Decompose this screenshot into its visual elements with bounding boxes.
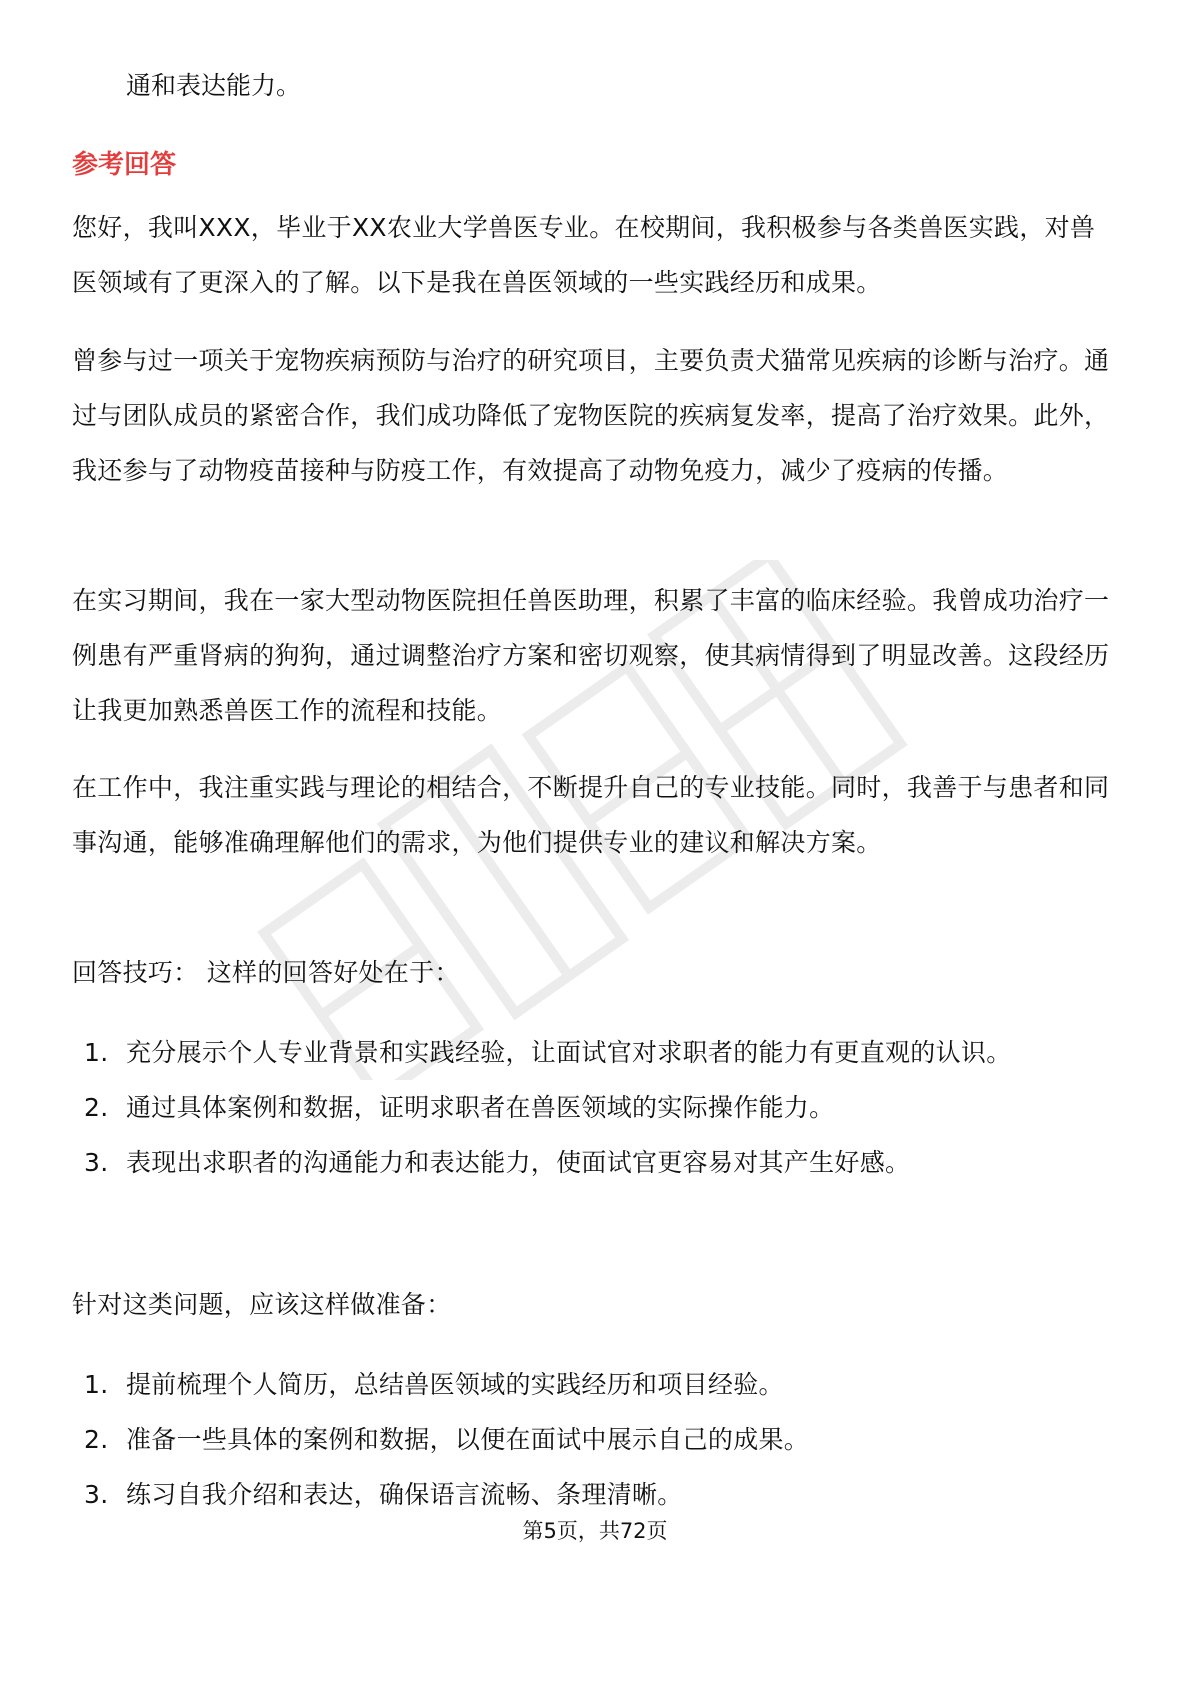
answer-paragraph-intro: 您好，我叫XXX，毕业于XX农业大学兽医专业。在校期间，我积极参与各类兽医实践，对兽医领域有了更深入的了解。以下是我在兽医领域的一些实践经历和成果。 <box>72 213 1096 297</box>
list-number: 1. <box>84 1038 109 1067</box>
tips-list <box>72 1025 1112 1190</box>
list-item <box>72 1025 1112 1080</box>
list-item-text: 练习自我介绍和表达，确保语言流畅、条理清晰。 <box>126 1480 683 1509</box>
list-number: 3. <box>84 1480 109 1509</box>
list-item-text: 准备一些具体的案例和数据，以便在面试中展示自己的成果。 <box>126 1425 810 1454</box>
list-number: 2. <box>84 1093 109 1122</box>
list-number: 3. <box>84 1148 109 1177</box>
list-item <box>72 1135 1112 1190</box>
list-item <box>72 1412 1112 1467</box>
preparation-list <box>72 1357 1112 1522</box>
list-item-text: 提前梳理个人简历，总结兽医领域的实践经历和项目经验。 <box>126 1370 784 1399</box>
list-item-text: 表现出求职者的沟通能力和表达能力，使面试官更容易对其产生好感。 <box>126 1148 911 1177</box>
preparation-intro: 针对这类问题，应该这样做准备： <box>72 1290 452 1319</box>
list-item <box>72 1080 1112 1135</box>
list-item <box>72 1467 1112 1522</box>
tips-intro: 回答技巧： 这样的回答好处在于： <box>72 958 460 987</box>
section-heading: 参考回答 <box>72 150 177 180</box>
list-item <box>72 1357 1112 1412</box>
answer-paragraph-research: 曾参与过一项关于宠物疾病预防与治疗的研究项目，主要负责犬猫常见疾病的诊断与治疗。通过与团队成员的紧密合作，我们成功降低了宠物医院的疾病复发率，提高了治疗效果。此外，我还参与了动物疫苗接种与防疫工作，有效提高了动物免疫力，减少了疫病的传播。 <box>72 346 1110 485</box>
continuation-text: 通和表达能力。 <box>126 71 302 100</box>
list-number: 1. <box>84 1370 109 1399</box>
page-footer: 第5页，共72页 <box>522 1519 668 1543</box>
answer-paragraph-work: 在工作中，我注重实践与理论的相结合，不断提升自己的专业技能。同时，我善于与患者和同事沟通，能够准确理解他们的需求，为他们提供专业的建议和解决方案。 <box>72 773 1110 857</box>
list-item-text: 通过具体案例和数据，证明求职者在兽医领域的实际操作能力。 <box>126 1093 835 1122</box>
list-item-text: 充分展示个人专业背景和实践经验，让面试官对求职者的能力有更直观的认识。 <box>126 1038 1012 1067</box>
answer-paragraph-internship: 在实习期间，我在一家大型动物医院担任兽医助理，积累了丰富的临床经验。我曾成功治疗一例患有严重肾病的狗狗，通过调整治疗方案和密切观察，使其病情得到了明显改善。这段经历让我更加熟悉兽医工作的流程和技能。 <box>72 586 1110 725</box>
list-number: 2. <box>84 1425 109 1454</box>
